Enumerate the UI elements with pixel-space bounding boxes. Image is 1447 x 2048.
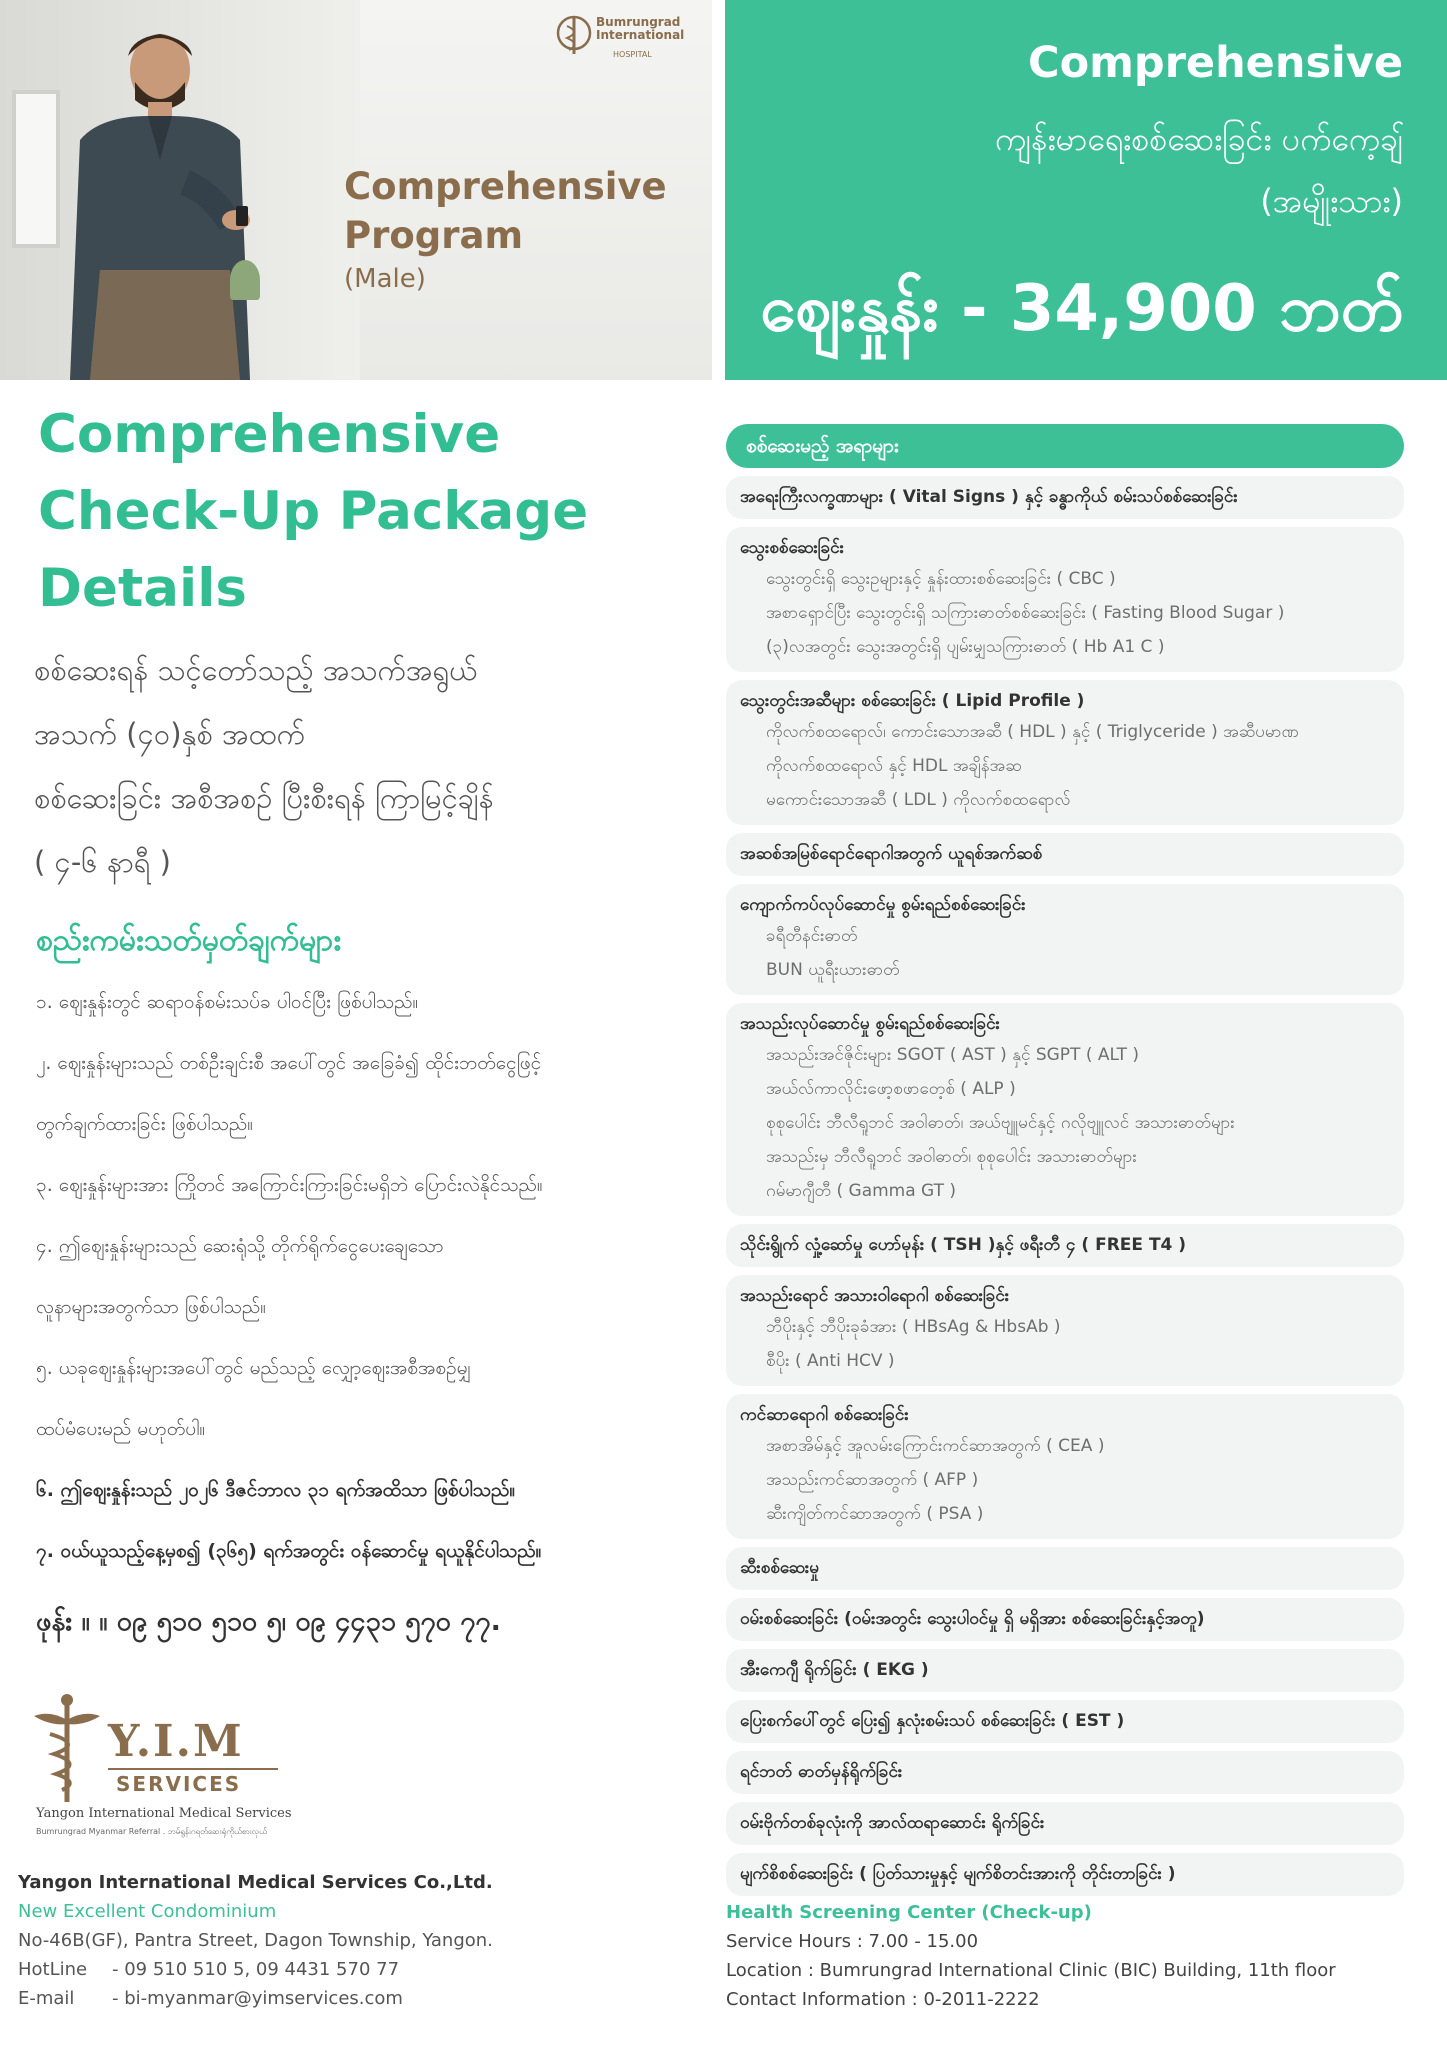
checkup-item-title: သွေးတွင်းအဆီများ စစ်ဆေးခြင်း ( Lipid Profile ) bbox=[740, 691, 1085, 711]
checkup-item-title: အသည်းလုပ်ဆောင်မှု စွမ်းရည်စစ်ဆေးခြင်း bbox=[740, 1014, 1000, 1034]
checkup-item bbox=[726, 1751, 1404, 1794]
checkup-item bbox=[726, 1224, 1404, 1267]
company-contact bbox=[18, 1868, 493, 2013]
checkup-items-heading: စစ်ဆေးမည့် အရာများ bbox=[726, 424, 1404, 468]
eligibility-line: အသက် (၄၀)နှစ် အထက် bbox=[34, 717, 306, 751]
hero-subtitle: (Male) bbox=[344, 264, 426, 294]
terms-heading: စည်းကမ်းသတ်မှတ်ချက်များ bbox=[36, 923, 341, 958]
checkup-subitem: အသည်းအင်ဇိုင်းများ SGOT ( AST ) နှင့် SGPT ( ALT ) bbox=[766, 1045, 1140, 1065]
contact-label: Contact Information : bbox=[726, 1989, 918, 2010]
checkup-item bbox=[726, 1649, 1404, 1692]
terms-item: ၁. ဈေးနှုန်းတွင် ဆရာဝန်စမ်းသပ်ခ ပါဝင်ပြီး ဖြစ်ပါသည်။ bbox=[36, 991, 419, 1013]
details-title-line1: Comprehensive bbox=[38, 404, 501, 465]
hero-title-line1: Comprehensive bbox=[344, 165, 667, 208]
yim-full-name: Yangon International Medical Services bbox=[36, 1806, 292, 1821]
email-link[interactable]: - bi-myanmar@yimservices.com bbox=[112, 1988, 403, 2009]
email-label: E-mail bbox=[18, 1988, 75, 2009]
checkup-item-title: မျက်စိစစ်ဆေးခြင်း ( ပြတ်သားမှုနှင့် မျက်စိတင်းအားကို တိုင်းတာခြင်း ) bbox=[740, 1864, 1176, 1884]
hero-title bbox=[344, 162, 667, 260]
phone-numbers: ဖုန်း ။ ။ ၀၉ ၅၁၀ ၅၁၀ ၅၊ ၀၉ ၄၄၃၁ ၅၇၀ ၇၇. bbox=[36, 1606, 501, 1637]
checkup-item-title: ရင်ဘတ် ဓာတ်မှန်ရိုက်ခြင်း bbox=[740, 1762, 903, 1782]
checkup-item bbox=[726, 1003, 1404, 1216]
checkup-item bbox=[726, 476, 1404, 519]
eligibility-line: စစ်ဆေးခြင်း အစီအစဉ် ပြီးစီးရန် ကြာမြင့်ချိန် bbox=[34, 781, 494, 815]
checkup-item bbox=[726, 884, 1404, 995]
checkup-item-title: ပြေးစက်ပေါ်တွင် ပြေး၍ နှလုံးစမ်းသပ် စစ်ဆေးခြင်း ( EST ) bbox=[740, 1711, 1125, 1731]
checkup-item-title: သွေးစစ်ဆေးခြင်း bbox=[740, 538, 844, 558]
checkup-subitem: စုစုပေါင်း ဘီလီရူဘင် အဝါဓာတ်၊ အယ်ဗျူမင်နှင့် ဂလိုဗျူလင် အသားဓာတ်များ bbox=[766, 1113, 1235, 1133]
checkup-item bbox=[726, 1700, 1404, 1743]
terms-item: တွက်ချက်ထားခြင်း ဖြစ်ပါသည်။ bbox=[36, 1113, 254, 1135]
checkup-items-list bbox=[726, 476, 1404, 1904]
eligibility-info bbox=[34, 638, 494, 894]
checkup-item bbox=[726, 527, 1404, 672]
yim-tagline: Bumrungrad Myanmar Referral . ဘမ်ရွန်းဂရတ်ဆေးရုံကိုယ်စားလှယ် bbox=[36, 1827, 267, 1836]
contact-row bbox=[726, 1985, 1336, 2014]
caduceus-icon bbox=[30, 1690, 104, 1810]
terms-item: ၃. ဈေးနှုန်းများအား ကြိုတင် အကြောင်းကြားခြင်းမရှိဘဲ ပြောင်းလဲနိုင်သည်။ bbox=[36, 1174, 543, 1196]
checkup-subitem: စီပိုး ( Anti HCV ) bbox=[766, 1351, 895, 1371]
screening-center-name: Health Screening Center (Check-up) bbox=[726, 1902, 1092, 1923]
details-title bbox=[38, 396, 588, 627]
checkup-subitem: အယ်လ်ကာလိုင်းဖော့စဖာတေ့စ် ( ALP ) bbox=[766, 1079, 1016, 1099]
package-name-myanmar: ကျန်းမာရေးစစ်ဆေးခြင်း ပက်ကေ့ချ် bbox=[994, 120, 1403, 158]
checkup-subitem: ဆီးကျိတ်ကင်ဆာအတွက် ( PSA ) bbox=[766, 1504, 984, 1524]
company-name: Yangon International Medical Services Co.,Ltd. bbox=[18, 1872, 493, 1893]
checkup-subitem: ကိုလက်စထရောလ် နှင့် HDL အချိန်အဆ bbox=[766, 756, 1022, 776]
checkup-item-title: ဆီးစစ်ဆေးမှု bbox=[740, 1558, 819, 1578]
service-hours-row bbox=[726, 1927, 1336, 1956]
checkup-subitem: ဂမ်မာဂျီတီ ( Gamma GT ) bbox=[766, 1181, 957, 1201]
checkup-item-title: ဝမ်းစစ်ဆေးခြင်း (ဝမ်းအတွင်း သွေးပါဝင်မှု ရှိ မရှိအား စစ်ဆေးခြင်းနှင့်အတူ) bbox=[740, 1609, 1205, 1629]
package-header bbox=[725, 0, 1447, 380]
checkup-subitem: ခရီတီနင်းဓာတ် bbox=[766, 926, 858, 946]
email-row bbox=[18, 1984, 493, 2013]
hospital-label: HOSPITAL bbox=[613, 50, 652, 59]
checkup-item-title: အီးကေဂျီ ရိုက်ခြင်း ( EKG ) bbox=[740, 1660, 929, 1680]
checkup-subitem: အစာအိမ်နှင့် အူလမ်းကြောင်းကင်ဆာအတွက် ( CEA ) bbox=[766, 1436, 1105, 1456]
checkup-subitem: အသည်းကင်ဆာအတွက် ( AFP ) bbox=[766, 1470, 979, 1490]
checkup-item-title: အသည်းရောင် အသားဝါရောဂါ စစ်ဆေးခြင်း bbox=[740, 1286, 1010, 1306]
man-with-phone-image bbox=[40, 20, 280, 380]
location-row bbox=[726, 1956, 1336, 1985]
checkup-subitem: သွေးတွင်းရှိ သွေးဥများနှင့် နှုန်းထားစစ်ဆေးခြင်း ( CBC ) bbox=[766, 569, 1116, 589]
location-value: Bumrungrad International Clinic (BIC) Building, 11th floor bbox=[819, 1960, 1336, 1981]
checkup-subitem: အသည်းမှ ဘီလီရူဘင် အဝါဓာတ်၊ စုစုပေါင်း အသားဓာတ်များ bbox=[766, 1147, 1137, 1167]
service-hours-value: 7.00 - 15.00 bbox=[868, 1931, 979, 1952]
terms-item: ၄. ဤဈေးနှုန်းများသည် ဆေးရုံသို့ တိုက်ရိုက်ငွေပေးချေသော bbox=[36, 1235, 444, 1257]
package-price: ဈေးနှုန်း - 34,900 ဘတ် bbox=[760, 272, 1403, 346]
checkup-item bbox=[726, 680, 1404, 825]
screening-center-info bbox=[726, 1898, 1336, 2014]
hotline-value[interactable]: - 09 510 510 5, 09 4431 570 77 bbox=[112, 1959, 400, 1980]
hospital-name-line2: International bbox=[596, 28, 685, 42]
checkup-subitem: BUN ယူရီးယားဓာတ် bbox=[766, 960, 900, 980]
plant-decoration bbox=[230, 260, 260, 300]
yim-services-label: SERVICES bbox=[116, 1772, 242, 1796]
company-address: No-46B(GF), Pantra Street, Dagon Township, Yangon. bbox=[18, 1930, 493, 1951]
caduceus-icon bbox=[555, 14, 593, 56]
checkup-item-title: သိုင်းရွိုက် လှုံ့ဆော်မှု ဟော်မုန်း ( TSH )နှင့် ဖရီးတီ ၄ ( FREE T4 ) bbox=[740, 1235, 1187, 1255]
hospital-name bbox=[596, 16, 684, 42]
hotline-label: HotLine bbox=[18, 1959, 88, 1980]
yim-divider bbox=[108, 1768, 278, 1770]
eligibility-line: ( ၄-၆ နာရီ ) bbox=[34, 845, 171, 879]
checkup-item bbox=[726, 1802, 1404, 1845]
yim-brand: Y.I.M bbox=[108, 1716, 244, 1767]
terms-item: ထပ်မံပေးမည် မဟုတ်ပါ။ bbox=[36, 1418, 206, 1440]
terms-item: ၇. ဝယ်ယူသည့်နေ့မှစ၍ (၃၆၅) ရက်အတွင်း ဝန်ဆောင်မှု ရယူနိုင်ပါသည်။ bbox=[36, 1540, 542, 1562]
package-gender: (အမျိုးသား) bbox=[1260, 182, 1403, 220]
checkup-item-title: အဆစ်အမြစ်ရောင်ရောဂါအတွက် ယူရစ်အက်ဆစ် bbox=[740, 844, 1043, 864]
terms-item: ၂. ဈေးနှုန်းများသည် တစ်ဦးချင်းစီ အပေါ်တွင် အခြေခံ၍ ထိုင်းဘတ်ငွေဖြင့် bbox=[36, 1052, 542, 1074]
location-label: Location : bbox=[726, 1960, 814, 1981]
terms-item: ၅. ယခုဈေးနှုန်းများအပေါ်တွင် မည်သည့် လျှော့ဈေးအစီအစဉ်မျှ bbox=[36, 1357, 472, 1379]
checkup-item-title: ဝမ်းဗိုက်တစ်ခုလုံးကို အာလ်ထရာဆောင်း ရိုက်ခြင်း bbox=[740, 1813, 1045, 1833]
checkup-subitem: အစာရှောင်ပြီး သွေးတွင်းရှိ သကြားဓာတ်စစ်ဆေးခြင်း ( Fasting Blood Sugar ) bbox=[766, 603, 1285, 623]
hotline-row bbox=[18, 1955, 493, 1984]
checkup-item-title: ကင်ဆာရောဂါ စစ်ဆေးခြင်း bbox=[740, 1405, 909, 1425]
contact-value[interactable]: 0-2011-2222 bbox=[923, 1989, 1040, 2010]
eligibility-line: စစ်ဆေးရန် သင့်တော်သည့် အသက်အရွယ် bbox=[34, 653, 478, 687]
details-title-line2: Check-Up Package bbox=[38, 481, 589, 542]
hero-title-line2: Program bbox=[344, 214, 524, 257]
checkup-subitem: ဘီပိုးနှင့် ဘီပိုးခုခံအား ( HBsAg & HbsAb ) bbox=[766, 1317, 1061, 1337]
checkup-subitem: (၃)လအတွင်း သွေးအတွင်းရှိ ပျမ်းမျှသကြားဓာတ် ( Hb A1 C ) bbox=[766, 637, 1165, 657]
checkup-item bbox=[726, 1853, 1404, 1896]
package-title: Comprehensive bbox=[1028, 38, 1403, 88]
service-hours-label: Service Hours : bbox=[726, 1931, 863, 1952]
checkup-item-title: ကျောက်ကပ်လုပ်ဆောင်မှု စွမ်းရည်စစ်ဆေးခြင်း bbox=[740, 895, 1026, 915]
checkup-item bbox=[726, 1275, 1404, 1386]
details-title-line3: Details bbox=[38, 558, 247, 619]
checkup-item bbox=[726, 1394, 1404, 1539]
terms-list bbox=[36, 988, 676, 1598]
checkup-item bbox=[726, 833, 1404, 876]
checkup-item-title: အရေးကြီးလက္ခဏာများ ( Vital Signs ) နှင့် ခန္ဓာကိုယ် စမ်းသပ်စစ်ဆေးခြင်း bbox=[740, 487, 1238, 507]
checkup-item bbox=[726, 1547, 1404, 1590]
checkup-item bbox=[726, 1598, 1404, 1641]
company-building: New Excellent Condominium bbox=[18, 1901, 277, 1922]
yim-logo bbox=[30, 1690, 330, 1840]
hospital-name-line1: Bumrungrad bbox=[596, 15, 681, 29]
checkup-subitem: မကောင်းသောအဆီ ( LDL ) ကိုလက်စထရောလ် bbox=[766, 790, 1071, 810]
checkup-subitem: ကိုလက်စထရောလ်၊ ကောင်းသောအဆီ ( HDL ) နှင့် ( Triglyceride ) အဆီပမာဏ bbox=[766, 722, 1299, 742]
terms-item: လူနာများအတွက်သာ ဖြစ်ပါသည်။ bbox=[36, 1296, 267, 1318]
bumrungrad-logo bbox=[555, 14, 685, 64]
terms-item: ၆. ဤဈေးနှုန်းသည် ၂၀၂၆ ဒီဇင်ဘာလ ၃၁ ရက်အထိသာ ဖြစ်ပါသည်။ bbox=[36, 1479, 516, 1501]
hero-photo-panel bbox=[0, 0, 712, 380]
